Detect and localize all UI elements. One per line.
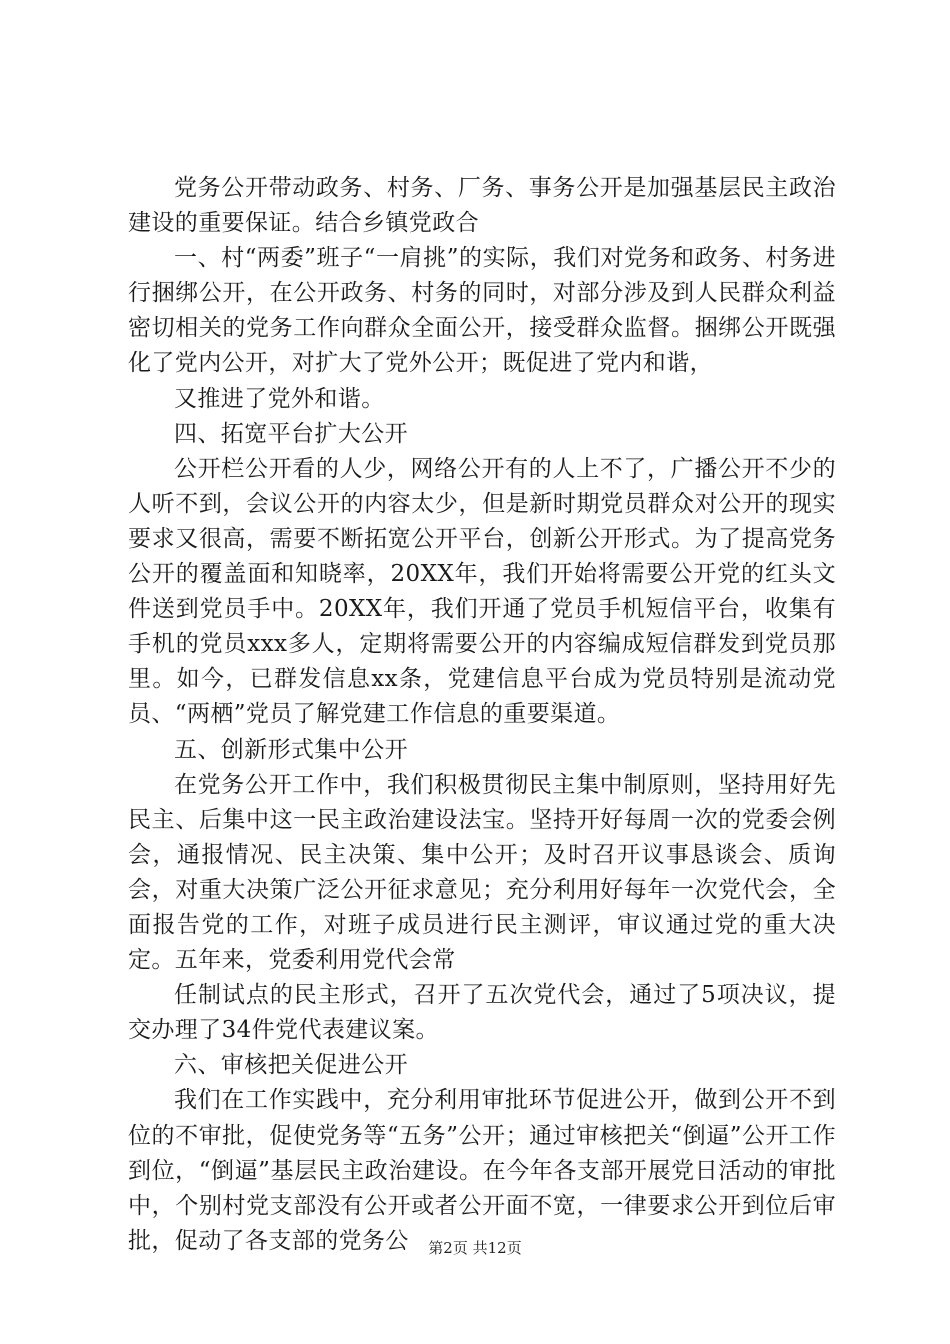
paragraph-section-5-continued: 任制试点的民主形式，召开了五次党代会，通过了5项决议，提交办理了34件党代表建议案。: [128, 982, 836, 1044]
page-number-footer: 第2页 共12页: [428, 1239, 522, 1257]
document-body: [128, 171, 836, 1259]
paragraph-section-1: 一、村“两委”班子“一肩挑”的实际，我们对党务和政务、村务进行捆绑公开，在公开政务、村务的同时，对部分涉及到人民群众利益密切相关的党务工作向群众全面公开，接受群众监督。捆绑公开既强化了党内公开，对扩大了党外公开；既促进了党内和谐，: [128, 245, 836, 377]
paragraph-section-5: 在党务公开工作中，我们积极贯彻民主集中制原则，坚持用好先民主、后集中这一民主政治建设法宝。坚持开好每周一次的党委会例会，通报情况、民主决策、集中公开；及时召开议事恳谈会、质询会，对重大决策广泛公开征求意见；充分利用好每年一次党代会，全面报告党的工作，对班子成员进行民主测评，审议通过党的重大决定。五年来，党委利用党代会常: [128, 771, 836, 974]
paragraph-intro: 党务公开带动政务、村务、厂务、事务公开是加强基层民主政治建设的重要保证。结合乡镇党政合: [128, 175, 836, 237]
heading-section-5: 五、创新形式集中公开: [174, 736, 408, 763]
paragraph-section-6: 我们在工作实践中，充分利用审批环节促进公开，做到公开不到位的不审批，促使党务等“五务”公开；通过审核把关“倒逼”公开工作到位，“倒逼”基层民主政治建设。在今年各支部开展党日活动的审批中，个别村党支部没有公开或者公开面不宽，一律要求公开到位后审批，促动了各支部的党务公: [128, 1087, 836, 1254]
heading-section-6: 六、审核把关促进公开: [174, 1052, 408, 1079]
heading-section-4: 四、拓宽平台扩大公开: [174, 420, 408, 447]
paragraph-section-4: 公开栏公开看的人少，网络公开有的人上不了，广播公开不少的人听不到，会议公开的内容太少，但是新时期党员群众对公开的现实要求又很高，需要不断拓宽公开平台，创新公开形式。为了提高党务公开的覆盖面和知晓率，20XX年，我们开始将需要公开党的红头文件送到党员手中。20XX年，我们开通了党员手机短信平台，收集有手机的党员xxx多人，定期将需要公开的内容编成短信群发到党员那里。如今，已群发信息xx条，党建信息平台成为党员特别是流动党员、“两栖”党员了解党建工作信息的重要渠道。: [128, 455, 836, 728]
paragraph-section-1-continued: 又推进了党外和谐。: [174, 385, 385, 412]
